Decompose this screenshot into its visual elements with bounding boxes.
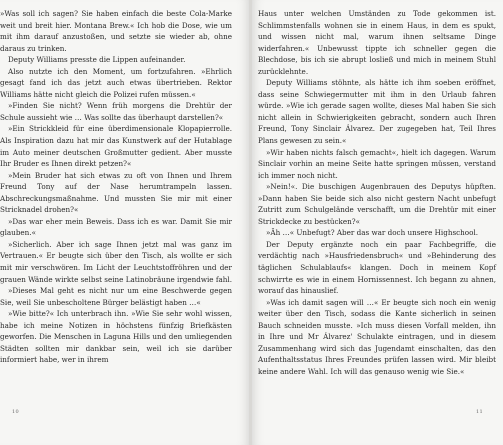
paragraph: »Wir haben nichts falsch gemacht«, hielt ich dagegen. Warum Sinclair vorhin an meine Seite hatte springen müssen, verstand ich immer noch nicht. [258, 147, 496, 180]
paragraph: »Finden Sie nicht? Wenn früh morgens die Drehtür der Schule aussieht wie … Was sollte das überhaupt darstellen?« [0, 101, 232, 122]
paragraph: »Dieses Mal geht es nicht nur um eine Beschwerde gegen Sie, weil Sie unbescholtene Bürger belästigt haben …« [0, 286, 232, 307]
paragraph: Deputy Williams presste die Lippen aufeinander. [8, 55, 186, 65]
paragraph: »Sicherlich. Aber ich sage Ihnen jetzt mal was ganz im Vertrauen.« Er beugte sich über den Tisch, als wollte er sich mit mir verschwören. Im Licht der Leuchtstoffröhren und der grauen Wände wirkte selbst seine Latinobräune irgendwie fahl. [0, 239, 232, 284]
paragraph: »Mein Bruder hat sich etwas zu oft von Ihnen und Ihrem Freund Tony auf der Nase herumtrampeln lassen. Abschreckungsmaßnahme. Und mussten Sie mir mit einer Stricknadel drohen?« [0, 170, 232, 215]
right-page [252, 0, 503, 445]
paragraph: Deputy Williams stöhnte, als hätte ich ihm soeben eröffnet, dass seine Schwiegermutter mit ihm in den Urlaub fahren würde. »Wie ich gerade sagen wollte, dieses Mal haben Sie sich nicht allein in Schwierigkeiten gebracht, sondern auch Ihren Freund, Tony Sinclair Álvarez. Der zugegeben hat, Teil Ihres Plans gewesen zu sein.« [258, 78, 496, 146]
right-page-text [258, 8, 496, 378]
left-page [0, 0, 249, 445]
paragraph: »Äh …« Unbefugt? Aber das war doch unsere Highschool. [266, 228, 479, 238]
paragraph: »Was soll ich sagen? Sie haben einfach die beste Cola-Marke weit und breit hier. Montana Brew.« Ich hob die Dose, wie um mit ihm darauf anzustoßen, und setzte sie wieder ab, ohne daraus zu trinken. [0, 9, 232, 53]
paragraph: »Ein Strickkleid für eine überdimensionale Klopapierrolle. Als Inspiration dazu hat mir das Kunstwerk auf der Hutablage im Auto meiner deutschen Großmutter gedient. Aber musste Ihr Bruder es Ihnen direkt petzen?« [0, 124, 232, 169]
paragraph: »Nein!«. Die buschigen Augenbrauen des Deputys hüpften. »Dann haben Sie beide sich also nicht gestern Nacht unbefugt Zutritt zum Schulgelände verschafft, um die Drehtür mit einer Strickdecke zu bestücken?« [258, 182, 496, 226]
page-number: 11 [476, 409, 483, 415]
page-number: 10 [12, 409, 19, 415]
paragraph: »Das war eher mein Beweis. Dass ich es war. Damit Sie mir glauben.« [0, 216, 232, 238]
left-page-text [0, 8, 232, 366]
paragraph: Der Deputy ergänzte noch ein paar Fachbegriffe, die verdächtig nach »Hausfriedensbruch« und »Behinderung des täglichen Schulablaufs« klangen. Doch in meinem Kopf schwirrte es wie in einem Hornissennest. Ich begann zu ahnen, worauf das hinauslief. [258, 239, 496, 296]
paragraph: »Was ich damit sagen will …« Er beugte sich noch ein wenig weiter über den Tisch, sodass die Kante sicherlich in seinen Bauch schneiden musste. »Ich muss diesen Vorfall melden, ihn in Ihre und Mr Álvarez' Schulakte eintragen, und in diesem Zusammenhang wird sich das Jugendamt einschalten, das den Aufenthaltsstatus Ihres Freundes prüfen lassen wird. Mir bleibt keine andere Wahl. Ich will das genauso wenig wie Sie.« [258, 297, 496, 376]
paragraph: »Wie bitte?« Ich unterbrach ihn. »Wie Sie sehr wohl wissen, habe ich meine Notizen in höchstens fünfzig Briefkästen geworfen. Die Menschen in Laguna Hills und den umliegenden Städten sollten mir dankbar sein, weil ich sie darüber informiert habe, wer in ihrem [0, 309, 232, 365]
paragraph: Haus unter welchen Umständen zu Tode gekommen ist. Schlimmstenfalls wohnen sie in einem Haus, in dem es spukt, und wissen nicht mal, warum ihnen seltsame Dinge widerfahren.« Unbewusst tippte ich schneller gegen die Blechdose, bis ich sie abrupt losließ und mich in meinem Stuhl zurücklehnte. [258, 9, 496, 76]
paragraph: Also nutzte ich den Moment, um fortzufahren. »Ehrlich gesagt fand ich das jetzt auch etwas übertrieben. Rektor Williams hätte nicht gleich die Polizei rufen müssen.« [0, 66, 232, 99]
